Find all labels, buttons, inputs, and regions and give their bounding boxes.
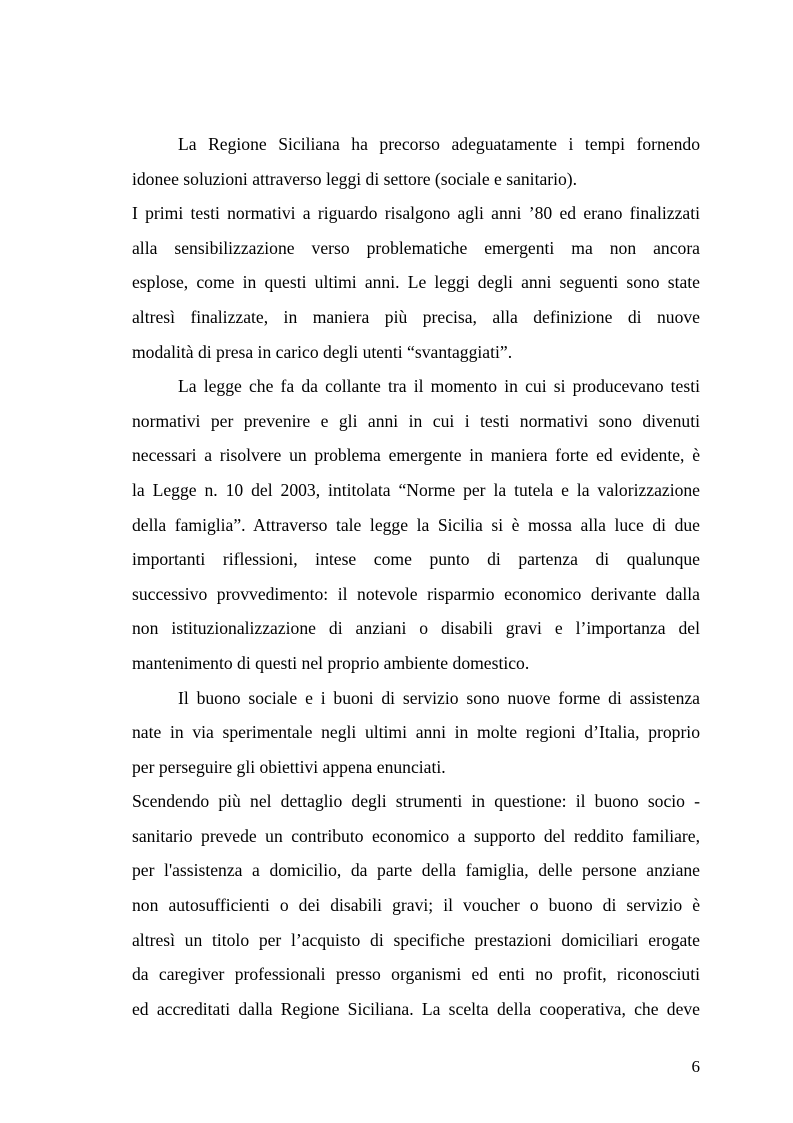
text-line: della famiglia”. Attraverso tale legge la Sicilia si è mossa alla luce di due	[132, 514, 700, 535]
text-line: nate in via sperimentale negli ultimi anni in molte regioni d’Italia, proprio	[132, 722, 700, 743]
text-line: altresì un titolo per l’acquisto di specifiche prestazioni domiciliari erogate	[132, 929, 700, 950]
text-line: importanti riflessioni, intese come punto di partenza di qualunque	[132, 549, 700, 570]
text-line: per l'assistenza a domicilio, da parte della famiglia, delle persone anziane	[132, 860, 700, 881]
text-line: idonee soluzioni attraverso leggi di settore (sociale e sanitario).	[132, 168, 578, 189]
text-line: esplose, come in questi ultimi anni. Le leggi degli anni seguenti sono state	[132, 272, 700, 293]
text-line: ed accreditati dalla Regione Siciliana. La scelta della cooperativa, che deve	[132, 998, 700, 1019]
text-line: sanitario prevede un contributo economico a supporto del reddito familiare,	[132, 825, 700, 846]
text-line: la Legge n. 10 del 2003, intitolata “Norme per la tutela e la valorizzazione	[132, 479, 700, 500]
text-line: per perseguire gli obiettivi appena enunciati.	[132, 756, 446, 777]
body-text	[132, 127, 700, 1026]
text-line: modalità di presa in carico degli utenti “svantaggiati”.	[132, 341, 513, 362]
text-line: non istituzionalizzazione di anziani o disabili gravi e l’importanza del	[132, 618, 700, 639]
page-number: 6	[691, 1057, 700, 1076]
text-line: La legge che fa da collante tra il momento in cui si producevano testi	[178, 376, 700, 397]
text-line: Scendendo più nel dettaglio degli strumenti in questione: il buono socio -	[132, 791, 700, 812]
text-line: non autosufficienti o dei disabili gravi; il voucher o buono di servizio è	[132, 895, 700, 916]
text-line: I primi testi normativi a riguardo risalgono agli anni ’80 ed erano finalizzati	[132, 203, 700, 224]
text-line: mantenimento di questi nel proprio ambiente domestico.	[132, 652, 530, 673]
text-line: La Regione Siciliana ha precorso adeguatamente i tempi fornendo	[178, 134, 700, 154]
text-line: altresì finalizzate, in maniera più precisa, alla definizione di nuove	[132, 306, 700, 327]
text-line: necessari a risolvere un problema emergente in maniera forte ed evidente, è	[132, 445, 700, 466]
text-line: normativi per prevenire e gli anni in cui i testi normativi sono divenuti	[132, 410, 700, 431]
text-line: successivo provvedimento: il notevole risparmio economico derivante dalla	[132, 583, 700, 604]
text-line: alla sensibilizzazione verso problematiche emergenti ma non ancora	[132, 237, 700, 258]
text-line: da caregiver professionali presso organismi ed enti no profit, riconosciuti	[132, 964, 700, 985]
text-line: Il buono sociale e i buoni di servizio sono nuove forme di assistenza	[178, 687, 700, 708]
